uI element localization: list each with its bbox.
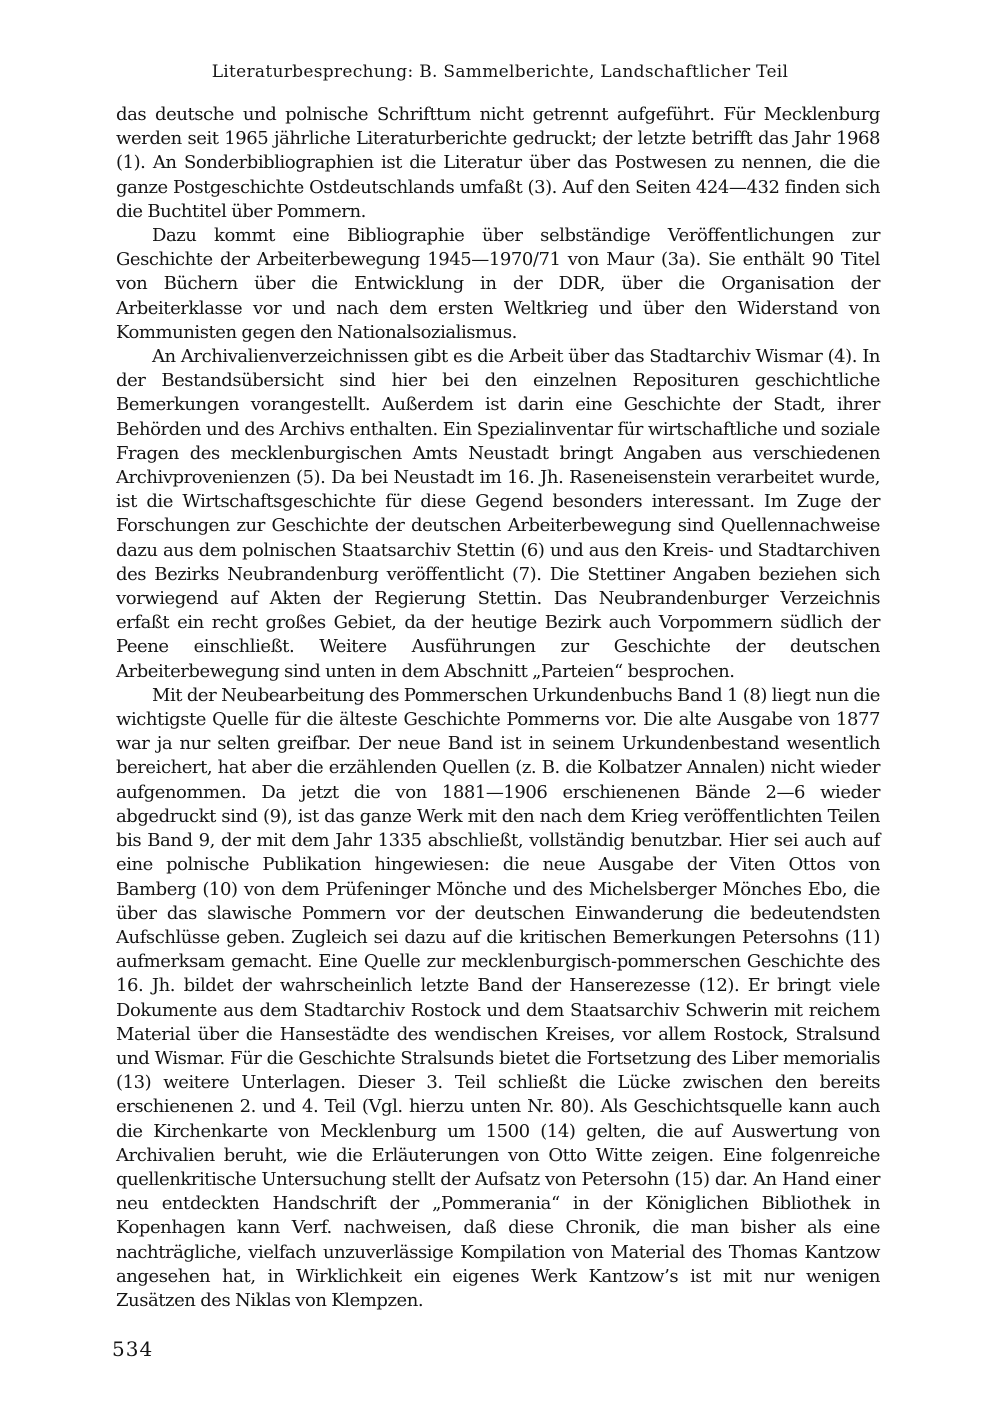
paragraph-bibliographie-arbeiterbewegung: Dazu kommt eine Bibliographie über selbständige Veröffentlichungen zur Geschichte der Arbeiterbewegung 1945—1970/71 von Maur (3a). Sie enthält 90 Titel von Büchern über die Entwicklung in der DDR, über die Organisation der Arbeiterklasse vor und nach dem ersten Weltkrieg und über den Widerstand von Kommunisten gegen den Nationalsozialismus.	[116, 225, 880, 343]
body-text	[116, 103, 880, 1313]
page-number: 534	[112, 1337, 154, 1361]
paragraph-archivalienverzeichnisse: An Archivalienverzeichnissen gibt es die Arbeit über das Stadtarchiv Wismar (4). In der Bestandsübersicht sind hier bei den einzelnen Reposituren geschichtliche Bemerkungen vorangestellt. Außerdem ist darin eine Geschichte der Stadt, ihrer Behörden und des Archivs enthalten. Ein Spezialinventar für wirtschaftliche und soziale Fragen des mecklenburgischen Amts Neustadt bringt Angaben aus verschiedenen Archivprovenienzen (5). Da bei Neustadt im 16. Jh. Raseneisenstein verarbeitet wurde, ist die Wirtschaftsgeschichte für diese Gegend besonders interessant. Im Zuge der Forschungen zur Geschichte der deutschen Arbeiterbewegung sind Quellennachweise dazu aus dem polnischen Staatsarchiv Stettin (6) und aus den Kreis- und Stadtarchiven des Bezirks Neubrandenburg veröffentlicht (7). Die Stettiner Angaben beziehen sich vorwiegend auf Akten der Regierung Stettin. Das Neubrandenburger Verzeichnis erfaßt ein recht großes Gebiet, da der heutige Bezirk auch Vorpommern südlich der Peene einschließt. Weitere Ausführungen zur Geschichte der deutschen Arbeiterbewegung sind unten in dem Abschnitt „Parteien“ besprochen.	[116, 346, 880, 682]
running-header: Literaturbesprechung: B. Sammelberichte, Landschaftlicher Teil	[211, 62, 789, 82]
paragraph-continuation: das deutsche und polnische Schrifttum nicht getrennt aufgeführt. Für Mecklenburg werden seit 1965 jährliche Literaturberichte gedruckt; der letzte betrifft das Jahr 1968 (1). An Sonderbibliographien ist die Literatur über das Postwesen zu nennen, die die ganze Postgeschichte Ostdeutschlands umfaßt (3). Auf den Seiten 424—432 finden sich die Buchtitel über Pommern.	[116, 104, 880, 222]
paragraph-urkundenbuch: Mit der Neubearbeitung des Pommerschen Urkundenbuchs Band 1 (8) liegt nun die wichtigste Quelle für die älteste Geschichte Pommerns vor. Die alte Ausgabe von 1877 war ja nur selten greifbar. Der neue Band ist in seinem Urkundenbestand wesentlich bereichert, hat aber die erzählenden Quellen (z. B. die Kolbatzer Annalen) nicht wieder aufgenommen. Da jetzt die von 1881—1906 erschienenen Bände 2—6 wieder abgedruckt sind (9), ist das ganze Werk mit den nach dem Krieg veröffentlichten Teilen bis Band 9, der mit dem Jahr 1335 abschließt, vollständig benutzbar. Hier sei auch auf eine polnische Publikation hingewiesen: die neue Ausgabe der Viten Ottos von Bamberg (10) von dem Prüfeninger Mönche und des Michelsberger Mönches Ebo, die über das slawische Pommern vor der deutschen Einwanderung die bedeutendsten Aufschlüsse geben. Zugleich sei dazu auf die kritischen Bemerkungen Petersohns (11) aufmerksam gemacht. Eine Quelle zur mecklenburgisch-pommerschen Geschichte des 16. Jh. bildet der wahrscheinlich letzte Band der Hanserezesse (12). Er bringt viele Dokumente aus dem Stadtarchiv Rostock und dem Staatsarchiv Schwerin mit reichem Material über die Hansestädte des wendischen Kreises, vor allem Rostock, Stralsund und Wismar. Für die Geschichte Stralsunds bietet die Fortsetzung des Liber memorialis (13) weitere Unterlagen. Dieser 3. Teil schließt die Lücke zwischen den bereits erschienenen 2. und 4. Teil (Vgl. hierzu unten Nr. 80). Als Geschichtsquelle kann auch die Kirchenkarte von Mecklenburg um 1500 (14) gelten, die auf Auswertung von Archivalien beruht, wie die Erläuterungen von Otto Witte zeigen. Eine folgenreiche quellenkritische Untersuchung stellt der Aufsatz von Petersohn (15) dar. An Hand einer neu entdeckten Handschrift der „Pommerania“ in der Königlichen Bibliothek in Kopenhagen kann Verf. nachweisen, daß diese Chronik, die man bisher als eine nachträgliche, vielfach unzuverlässige Kompilation von Material des Thomas Kantzow angesehen hat, in Wirklichkeit ein eigenes Werk Kantzow’s ist mit nur wenigen Zusätzen des Niklas von Klempzen.	[116, 684, 880, 1311]
